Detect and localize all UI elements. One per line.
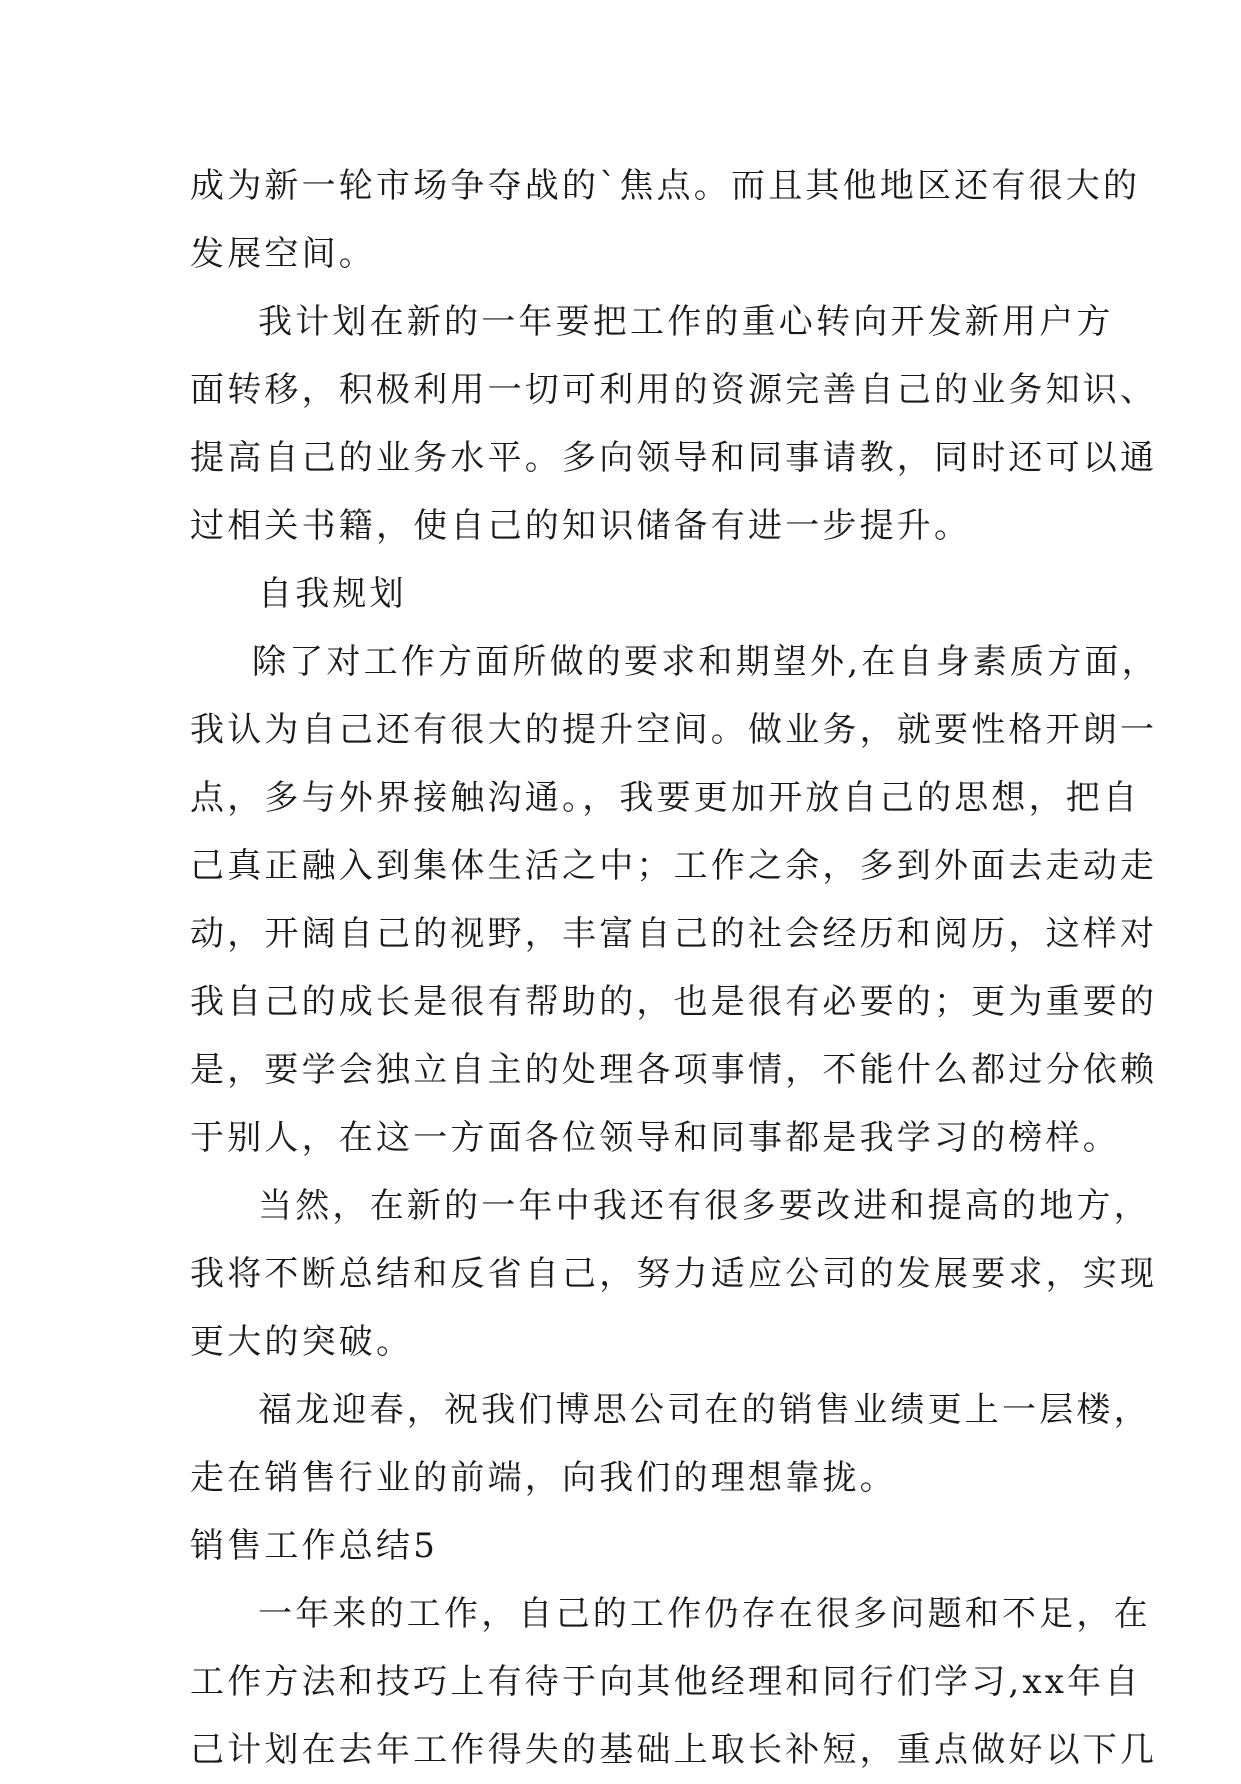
text-line: 点，多与外界接触沟通。，我要更加开放自己的思想，把自	[190, 778, 1141, 818]
text-line: 发展空间。	[190, 234, 376, 274]
text-line: 成为新一轮市场争夺战的`焦点。而且其他地区还有很大的	[190, 166, 1141, 206]
text-line: 动，开阔自己的视野，丰富自己的社会经历和阅历，这样对	[190, 914, 1158, 954]
text-line: 己真正融入到集体生活之中；工作之余，多到外面去走动走	[190, 846, 1158, 886]
text-line: 一年来的工作，自己的工作仍存在很多问题和不足，在	[258, 1594, 1151, 1634]
text-line: 己计划在去年工作得失的基础上取长补短，重点做好以下几	[190, 1730, 1158, 1770]
text-line: 我自己的成长是很有帮助的，也是很有必要的；更为重要的	[190, 982, 1158, 1022]
text-line: 走在销售行业的前端，向我们的理想靠拢。	[190, 1458, 897, 1498]
text-line: 过相关书籍，使自己的知识储备有进一步提升。	[190, 506, 972, 546]
text-line: 我将不断总结和反省自己，努力适应公司的发展要求，实现	[190, 1254, 1158, 1294]
text-line: 于别人，在这一方面各位领导和同事都是我学习的榜样。	[190, 1118, 1120, 1158]
text-line: 面转移，积极利用一切可利用的资源完善自己的业务知识、	[190, 370, 1158, 410]
text-line: 更大的突破。	[190, 1322, 414, 1362]
text-line: 是，要学会独立自主的处理各项事情，不能什么都过分依赖	[190, 1050, 1158, 1090]
text-line: 除了对工作方面所做的要求和期望外,在自身素质方面，	[252, 642, 1159, 682]
text-line: 我认为自己还有很大的提升空间。做业务，就要性格开朗一	[190, 710, 1158, 750]
section-title: 销售工作总结5	[190, 1526, 439, 1566]
document-body	[190, 152, 1159, 1784]
text-line: 当然，在新的一年中我还有很多要改进和提高的地方，	[258, 1186, 1151, 1226]
text-line: 我计划在新的一年要把工作的重心转向开发新用户方	[258, 302, 1114, 342]
text-line: 福龙迎春，祝我们博思公司在的销售业绩更上一层楼，	[258, 1390, 1151, 1430]
text-line: 工作方法和技巧上有待于向其他经理和同行们学习,xx年自	[190, 1662, 1142, 1702]
section-heading: 自我规划	[258, 574, 407, 614]
text-line: 提高自己的业务水平。多向领导和同事请教，同时还可以通	[190, 438, 1158, 478]
